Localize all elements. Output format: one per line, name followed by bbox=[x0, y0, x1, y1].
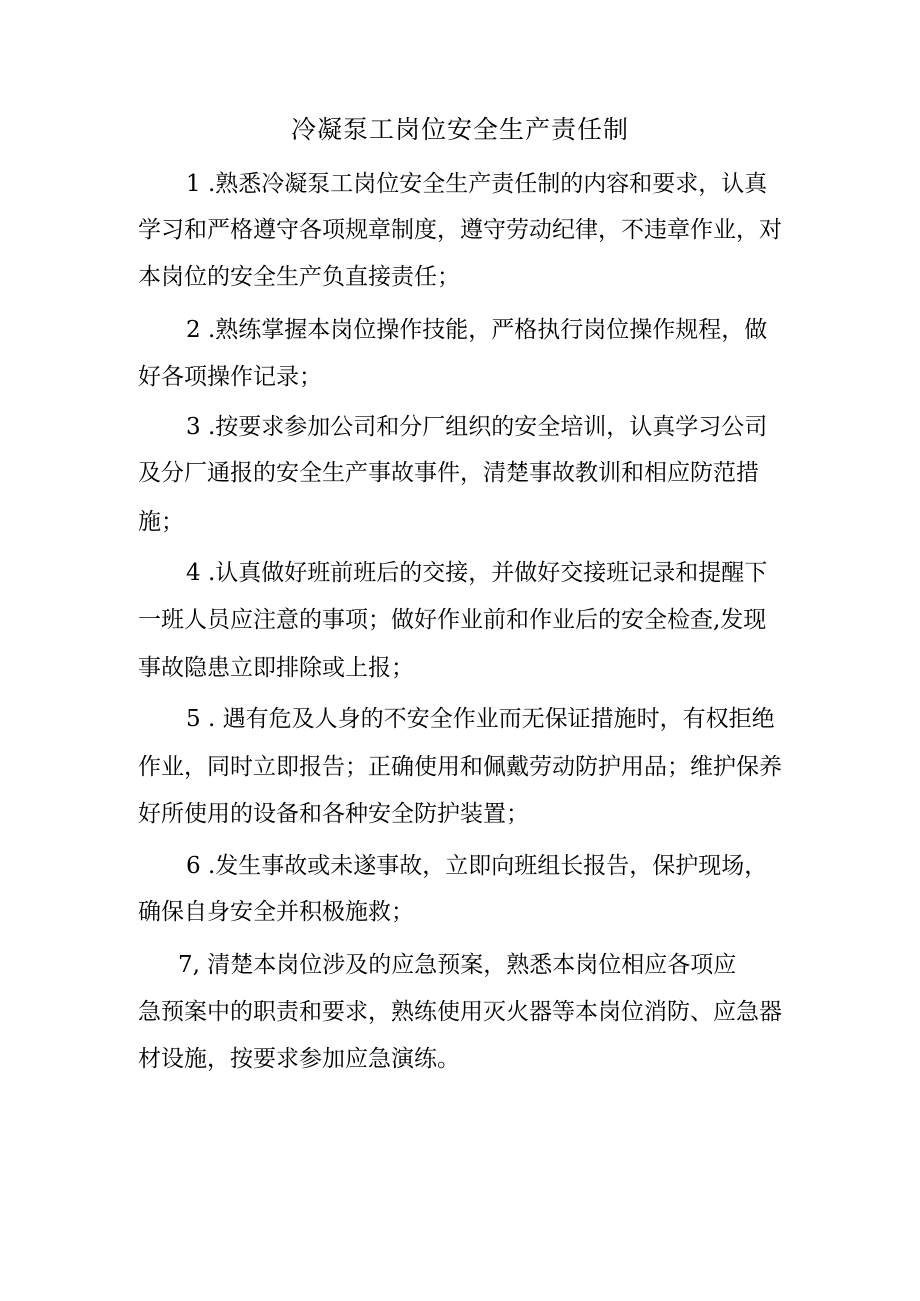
item-3-line-1: 3 .按要求参加公司和分厂组织的安全培训，认真学习公司 bbox=[186, 414, 768, 440]
item-1-line-2: 学习和严格遵守各项规章制度，遵守劳动纪律，不违章作业，对 bbox=[138, 217, 782, 243]
item-5-line-3: 好所使用的设备和各种安全防护装置； bbox=[138, 801, 529, 827]
item-7-line-3: 材设施，按要求参加应急演练。 bbox=[138, 1046, 460, 1072]
item-1-line-3: 本岗位的安全生产负直接责任； bbox=[138, 264, 460, 290]
item-4-line-1: 4 .认真做好班前班后的交接，并做好交接班记录和提醒下 bbox=[186, 560, 768, 586]
item-3-line-3: 施； bbox=[138, 509, 184, 535]
item-6-line-2: 确保自身安全并积极施救； bbox=[138, 899, 414, 925]
item-1-line-1: 1 .熟悉冷凝泵工岗位安全生产责任制的内容和要求，认真 bbox=[186, 171, 768, 197]
item-5-line-1: 5 . 遇有危及人身的不安全作业而无保证措施时，有权拒绝 bbox=[186, 706, 775, 732]
item-2-line-2: 好各项操作记录； bbox=[138, 364, 322, 390]
item-3-line-2: 及分厂通报的安全生产事故事件，清楚事故教训和相应防范措 bbox=[138, 460, 759, 486]
item-6-line-1: 6 .发生事故或未遂事故，立即向班组长报告，保护现场， bbox=[186, 853, 768, 879]
document-title: 冷凝泵工岗位安全生产责任制 bbox=[290, 115, 629, 144]
item-7-line-2: 急预案中的职责和要求，熟练使用灭火器等本岗位消防、应急器 bbox=[138, 999, 782, 1025]
item-5-line-2: 作业，同时立即报告；正确使用和佩戴劳动防护用品；维护保养 bbox=[138, 754, 782, 780]
item-4-line-2: 一班人员应注意的事项；做好作业前和作业后的安全检查,发现 bbox=[138, 607, 767, 633]
item-7-line-1: 7, 清楚本岗位涉及的应急预案，熟悉本岗位相应各项应 bbox=[178, 952, 737, 978]
item-4-line-3: 事故隐患立即排除或上报； bbox=[138, 655, 414, 681]
item-2-line-1: 2 .熟练掌握本岗位操作技能，严格执行岗位操作规程，做 bbox=[186, 317, 768, 343]
